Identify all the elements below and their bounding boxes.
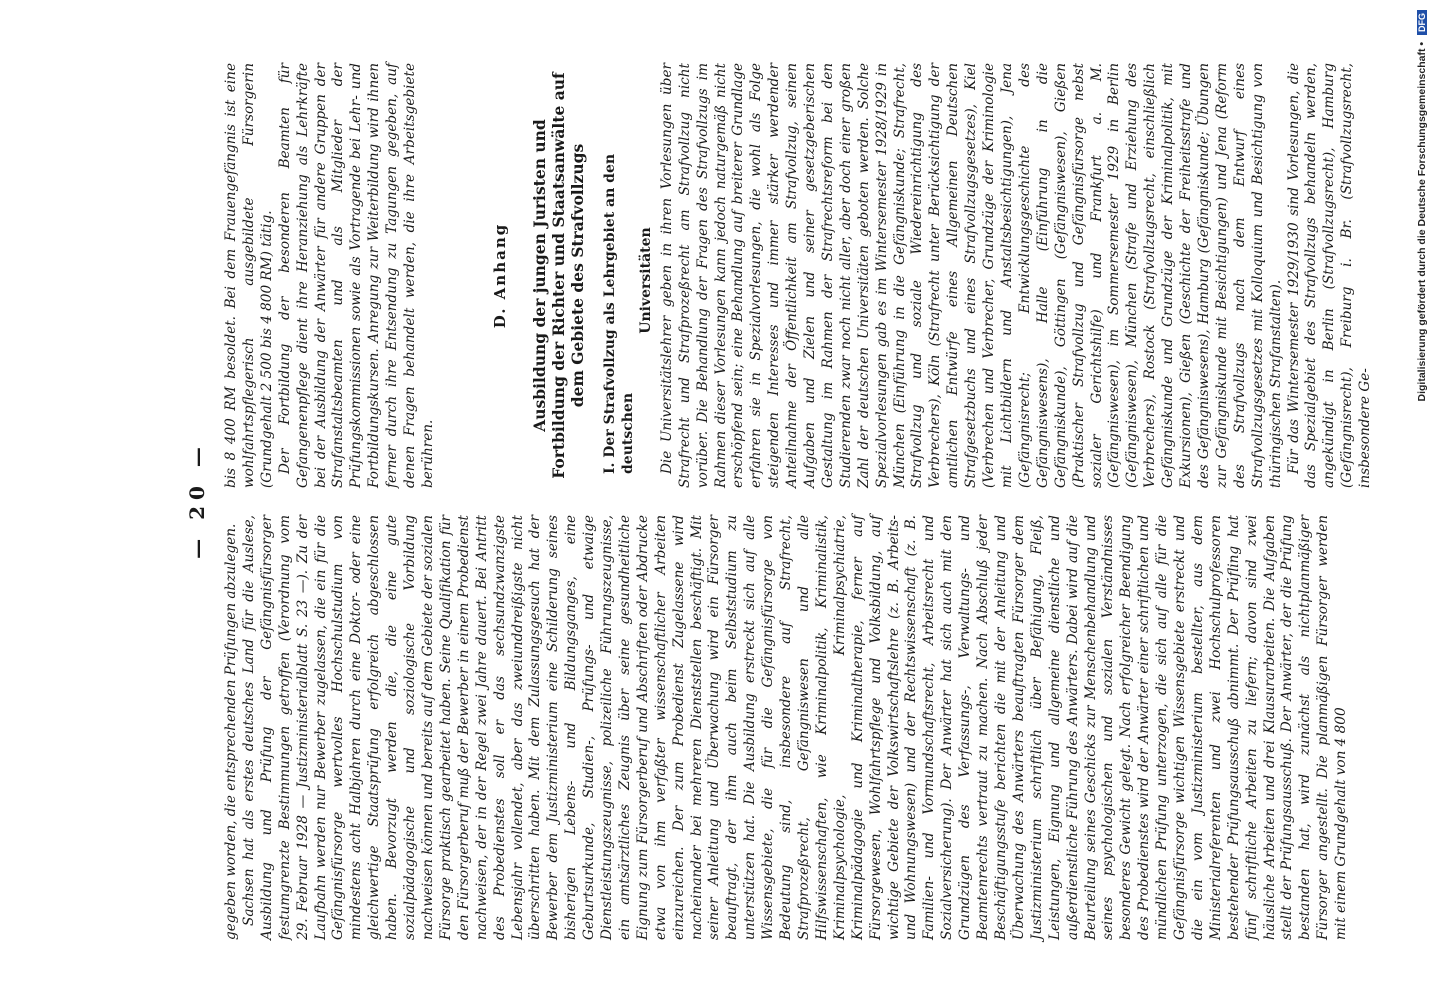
paragraph: Der Fortbildung der besonderen Beamten für Gefangenenpflege dient ihre Heranziehung als Lehrkräfte bei der Ausbildung der Anwärter für andere Gruppen der Strafanstaltsbeamten und als Mitglieder der Prüfungskommissionen sowie als Vortragende bei Lehr- und Fortbildungskursen. Anregung zur Weiterbildung wird ihnen ferner durch ihre Entsendung zu Tagungen gegeben, auf denen Fragen behandelt werden, die ihre Arbeitsgebiete berühren. [276, 63, 436, 488]
section-title: Ausbildung der jungen Juristen und Fortbildung der Richter und Staatsanwälte auf dem Gebiete des Strafvollzugs [529, 72, 587, 479]
left-text-column [223, 515, 1351, 940]
digitization-credit [1411, 8, 1433, 992]
paragraph: gegeben worden, die entsprechenden Prüfungen abzulegen. [223, 523, 239, 940]
subsection-title-line2: Universitäten [637, 227, 654, 334]
paragraph: Für das Wintersemester 1929/1930 sind Vorlesungen, die das Spezialgebiet des Strafvollzugs behandeln werden, angekündigt in Berlin (Strafvollzugsrecht), Hamburg (Gefängnisrecht), Freiburg i. Br. (Strafvollzugsrecht, insbesondere Ge- [1285, 63, 1374, 488]
paragraph: bis 8 400 RM besoldet. Bei dem Frauengefängnis ist eine wohlfahrtspflegerisch ausgebildete Fürsorgerin (Grundgehalt 2 500 bis 4 800 RM) tätig. [223, 63, 275, 488]
subsection-title [601, 63, 655, 488]
subsection-title-line1: I. Der Strafvollzug als Lehrgebiet an den deutschen [601, 153, 636, 474]
credit-text: Digitalisierung gefördert durch die Deutsche Forschungsgemeinschaft • [1416, 41, 1428, 402]
paragraph: Sachsen hat als erstes deutsches Land für die Auslese, Ausbildung und Prüfung der Gefängnisfürsorger festumgrenzte Bestimmungen getroffen (Verordnung vom 29. Februar 1928 — Justizministerialblatt S. 23 —). Zu der Laufbahn werden nur Bewerber zugelassen, die ein für die Gefängnisfürsorge wertvolles Hochschulstudium von mindestens acht Halbjahren durch eine Doktor- oder eine gleichwertige Staatsprüfung erfolgreich abgeschlossen haben. Bevorzugt werden die, die eine gute sozialpädagogische und soziologische Vorbildung nachweisen können und bereits auf dem Gebiete der sozialen Fürsorge praktisch gearbeitet haben. Seine Qualifikation für den Fürsorgerberuf muß der Bewerber in einem Probedienst nachweisen, der in der Regel zwei Jahre dauert. Bei Antritt des Probedienstes soll er das sechsundzwanzigste Lebensjahr vollendet, aber das zweiunddreißigste nicht überschritten haben. Mit dem Zulassungsgesuch hat der Bewerber dem Justizministerium eine Schilderung seines bisherigen Lebens- und Bildungsganges, eine Geburtsurkunde, Studien-, Prüfungs- und etwaige Dienstleistungszeugnisse, polizeiliche Führungszeugnisse, ein amtsärztliches Zeugnis über seine gesundheitliche Eignung zum Fürsorgerberuf und Abschriften oder Abdrucke etwa von ihm verfaßter wissenschaftlicher Arbeiten einzureichen. Der zum Probedienst Zugelassene wird nacheinander bei mehreren Dienststellen beschäftigt. Mit seiner Anleitung und Überwachung wird ein Fürsorger beauftragt, der ihm auch beim Selbststudium zu unterstützen hat. Die Ausbildung erstreckt sich auf alle Wissensgebiete, die für die Gefängnisfürsorge von Bedeutung sind, insbesondere auf Strafrecht, Strafprozeßrecht, Gefängniswesen und alle Hilfswissenschaften, wie Kriminalpolitik, Kriminalistik, Kriminalpsychologie, Kriminalpsychiatrie, Kriminalpädagogie und Kriminaltherapie, ferner auf Fürsorgewesen, Wohlfahrtspflege und Volksbildung, auf wichtige Gebiete der Volkswirtschaftslehre (z. B. Arbeits- und Wohnungswesen) und der Rechtswissenschaft (z. B. Familien- und Vormundschaftsrecht, Arbeitsrecht und Sozialversicherung). Der Anwärter hat sich auch mit den Grundzügen des Verfassungs-, Verwaltungs- und Beamtenrechts vertraut zu machen. Nach Abschluß jeder Beschäftigungsstufe berichten die mit der Anleitung und Überwachung des Anwärters beauftragten Fürsorger dem Justizministerium schriftlich über Befähigung, Fleiß, Leistungen, Eignung und allgemeine dienstliche und außerdienstliche Führung des Anwärters. Dabei wird auf die Beurteilung seines Geschicks zur Menschenbehandlung und seines psychologischen und sozialen Verständnisses besonderes Gewicht gelegt. Nach erfolgreicher Beendigung des Probedienstes wird der Anwärter einer schriftlichen und mündlichen Prüfung unterzogen, die sich auf alle für die Gefängnisfürsorge wichtigen Wissensgebiete erstreckt und die ein vom Justizministerium bestellter, aus dem Ministerialreferenten und zwei Hochschulprofessoren bestehender Prüfungsausschuß abnimmt. Der Prüfling hat fünf schriftliche Arbeiten zu liefern; davon sind zwei häusliche Arbeiten und drei Klausurarbeiten. Die Aufgaben stellt der Prüfungsausschuß. Der Anwärter, der die Prüfung bestanden hat, wird zunächst als nichtplanmäßiger Fürsorger angestellt. Die planmäßigen Fürsorger werden mit einem Grundgehalt von 4 800 [240, 515, 1350, 940]
rotated-book-page [177, 50, 1374, 950]
right-text-column [223, 63, 1375, 488]
page-number: — 20 — [185, 441, 209, 559]
paragraph: Die Universitätslehrer geben in ihren Vorlesungen über Strafrecht und Strafprozeßrecht am Strafvollzug nicht vorüber. Die Behandlung der Fragen des Strafvollzugs im Rahmen dieser Vorlesungen kann jedoch naturgemäß nicht erschöpfend sein; eine Behandlung auf breiterer Grundlage erfahren sie in Spezialvorlesungen, die wohl als Folge steigenden Interesses und immer stärker werdender Anteilnahme der Öffentlichkeit am Strafvollzug, seinen Aufgaben und Zielen und seiner gesetzgeberischen Gestaltung im Rahmen der Strafrechtsreform bei den Studierenden zwar noch nicht aller, aber doch einer großen Zahl der deutschen Universitäten geboten werden. Solche Spezialvorlesungen gab es im Wintersemester 1928/1929 in München (Einführung in die Gefängniskunde; Strafrecht, Strafvollzug und soziale Wiedereinrichtigung des Verbrechers), Köln (Strafrecht unter Berücksichtigung der amtlichen Entwürfe eines Allgemeinen Deutschen Strafgesetzbuchs und eines Strafvollzugsgesetzes), Kiel (Verbrechen und Verbrecher, Grundzüge der Kriminologie mit Lichtbildern und Anstaltsbesichtigungen), Jena (Gefängnisrecht; Entwicklungsgeschichte des Gefängniswesens), Halle (Einführung in die Gefängniskunde), Göttingen (Gefängniswesen), Gießen (Praktischer Strafvollzug und Gefängnisfürsorge nebst sozialer Gerichtshilfe) und Frankfurt a. M. (Gefängniswesen), im Sommersemester 1929 in Berlin (Gefängniswesen), München (Strafe und Erziehung des Verbrechers), Rostock (Strafvollzugsrecht, einschließlich Gefängniskunde und Grundzüge der Kriminalpolitik, mit Exkursionen), Gießen (Geschichte der Freiheitsstrafe und des Gefängniswesens), Hamburg (Gefängniskunde; Übungen zur Gefängniskunde mit Besichtigungen) und Jena (Reform des Strafvollzugs nach dem Entwurf eines Strafvollzugsgesetzes mit Kolloquium und Besichtigung von thüringischen Strafanstalten). [658, 63, 1284, 488]
section-heading: D. Anhang [490, 222, 509, 329]
dfg-logo: DFG [1417, 10, 1427, 35]
